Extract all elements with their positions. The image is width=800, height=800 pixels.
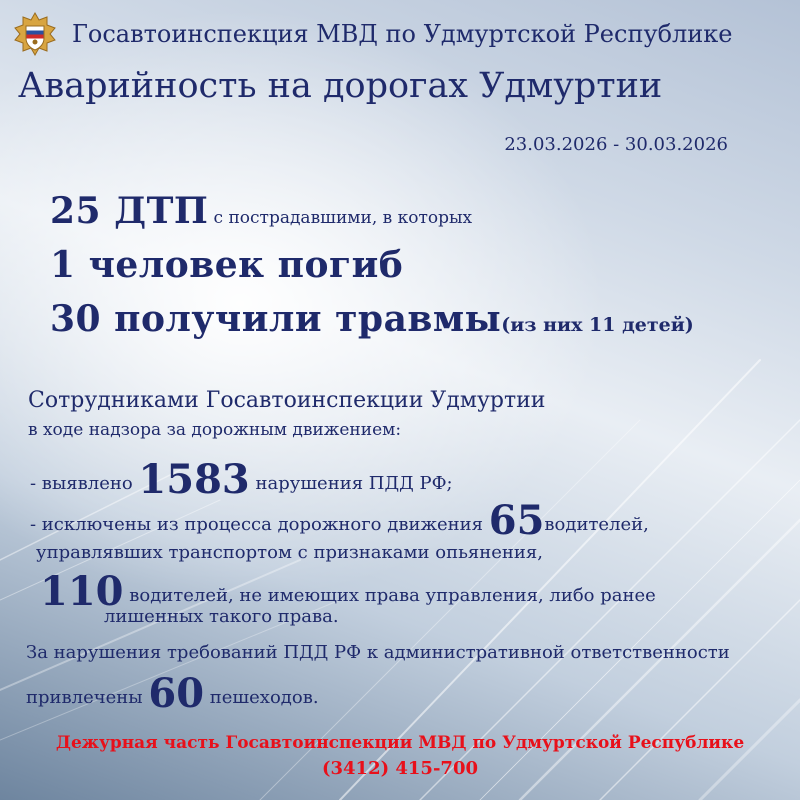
page-title: Аварийность на дорогах Удмуртии xyxy=(18,66,663,106)
report-period: 23.03.2026 - 30.03.2026 xyxy=(504,134,728,155)
injured-count: 30 получили травмы xyxy=(50,298,502,340)
pedestrians-suffix: пешеходов. xyxy=(209,687,319,708)
injured-line xyxy=(50,298,790,340)
killed-count: 1 человек погиб xyxy=(50,244,404,286)
enforcement-subheading: в ходе надзора за дорожным движением: xyxy=(28,420,402,440)
drunk-drivers-suffix: водителей, xyxy=(544,514,649,535)
drunk-drivers-count: 65 xyxy=(488,497,545,544)
duty-desk-phone: (3412) 415-700 xyxy=(321,758,478,779)
violations-prefix: - выявлено xyxy=(30,473,133,494)
pedestrians-line: За нарушения требований ПДД РФ к административной ответственности xyxy=(26,642,730,663)
header xyxy=(12,10,792,58)
accidents-note: с пострадавшими, в которых xyxy=(213,208,473,228)
duty-desk-label: Дежурная часть Госавтоинспекции МВД по Удмуртской Республике xyxy=(55,733,745,753)
excluded-prefix: - исключены из процесса дорожного движения xyxy=(30,514,484,535)
agency-name: Госавтоинспекция МВД по Удмуртской Республике xyxy=(72,20,733,48)
violations-suffix: нарушения ПДД РФ; xyxy=(255,473,453,494)
violations-count: 1583 xyxy=(138,456,250,503)
injured-note: (из них 11 детей) xyxy=(501,314,694,336)
killed-line xyxy=(50,244,790,286)
traffic-police-emblem-icon xyxy=(12,11,58,57)
pedestrians-row xyxy=(26,670,319,717)
unlicensed-drivers-text: водителей, не имеющих права управления, либо ранее xyxy=(129,585,656,606)
drunk-drivers-continuation: управлявших транспортом с признаками опьянения, xyxy=(36,542,543,563)
violations-row xyxy=(30,456,453,503)
enforcement-heading: Сотрудниками Госавтоинспекции Удмуртии xyxy=(28,388,546,413)
unlicensed-drivers-continuation: лишенных такого права. xyxy=(104,606,339,627)
pedestrians-prefix: привлечены xyxy=(26,687,143,708)
unlicensed-drivers-count: 110 xyxy=(40,568,124,615)
pedestrians-count: 60 xyxy=(148,670,205,717)
drunk-drivers-row xyxy=(30,497,649,544)
accidents-count: 25 ДТП xyxy=(50,190,209,232)
accidents-line xyxy=(50,190,790,232)
